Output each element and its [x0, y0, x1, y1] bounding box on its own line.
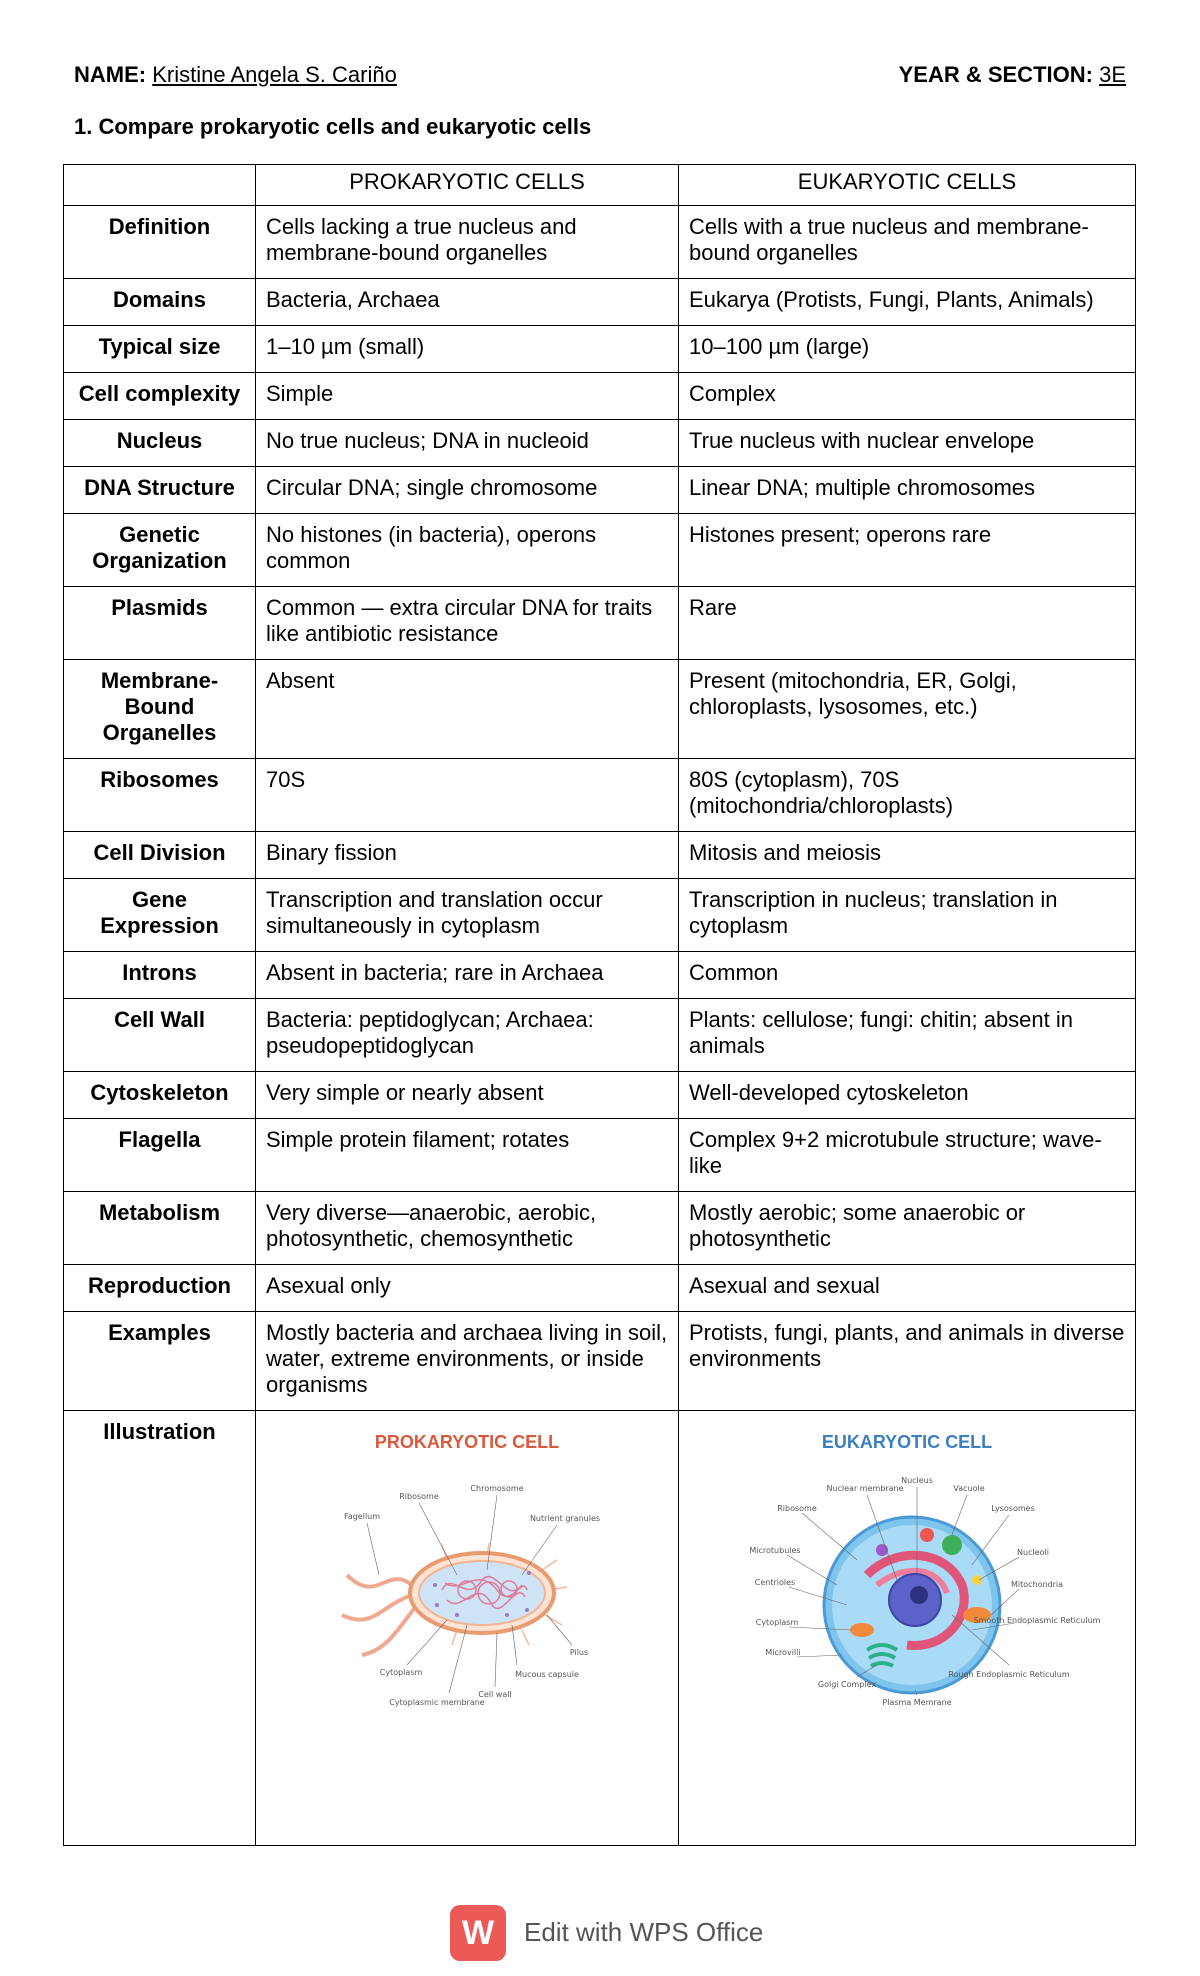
eukaryotic-cell-drawing [747, 1465, 1101, 1755]
row-label: Cell complexity [64, 373, 256, 420]
prokaryotic-cell: Bacteria, Archaea [256, 279, 679, 326]
label-chromosome: Chromosome [470, 1484, 524, 1493]
table-row [64, 1265, 1136, 1312]
row-label: Membrane-Bound Organelles [64, 660, 256, 759]
prokaryotic-cell: Absent [256, 660, 679, 759]
section-value: 3E [1099, 62, 1126, 87]
prokaryotic-cell: Common — extra circular DNA for traits like antibiotic resistance [256, 587, 679, 660]
label-golgi-complex: Golgi Complex [817, 1680, 877, 1689]
prokaryotic-cell: Asexual only [256, 1265, 679, 1312]
eukaryotic-cell: Transcription in nucleus; translation in cytoplasm [679, 879, 1136, 952]
prokaryotic-cell: Cells lacking a true nucleus and membrane-bound organelles [256, 206, 679, 279]
eukaryotic-cell: Linear DNA; multiple chromosomes [679, 467, 1136, 514]
prokaryotic-cell: Circular DNA; single chromosome [256, 467, 679, 514]
eukaryotic-cell: Eukarya (Protists, Fungi, Plants, Animals) [679, 279, 1136, 326]
eukaryotic-illustration-cell [679, 1411, 1136, 1846]
comparison-table [63, 164, 1136, 1846]
table-row [64, 467, 1136, 514]
prokaryotic-cell: Bacteria: peptidoglycan; Archaea: pseudopeptidoglycan [256, 999, 679, 1072]
header-cell-eukaryotic: EUKARYOTIC CELLS [679, 165, 1136, 206]
table-row [64, 879, 1136, 952]
eukaryotic-diagram-title: EUKARYOTIC CELL [821, 1432, 993, 1452]
label-microtubules: Microtubules [749, 1546, 801, 1555]
row-label: Metabolism [64, 1192, 256, 1265]
label-nutrient-granules: Nutrient granules [529, 1514, 601, 1523]
eukaryotic-cell: Complex 9+2 microtubule structure; wave-like [679, 1119, 1136, 1192]
table-row [64, 587, 1136, 660]
label-nucleus: Nucleus [901, 1476, 933, 1485]
eukaryotic-cell: Well-developed cytoskeleton [679, 1072, 1136, 1119]
table-row [64, 373, 1136, 420]
prokaryotic-cell: Very simple or nearly absent [256, 1072, 679, 1119]
prokaryotic-illustration-cell [256, 1411, 679, 1846]
row-label: Genetic Organization [64, 514, 256, 587]
prokaryotic-cell: Binary fission [256, 832, 679, 879]
label-rough-er: Rough Endoplasmic Reticulum [948, 1670, 1070, 1679]
label-vacuole: Vacuole [953, 1484, 985, 1493]
label-cytoplasmic-membrane: Cytoplasmic membrane [389, 1698, 485, 1707]
eukaryotic-cell: Present (mitochondria, ER, Golgi, chloroplasts, lysosomes, etc.) [679, 660, 1136, 759]
table-row [64, 420, 1136, 467]
prokaryotic-cell: Very diverse—anaerobic, aerobic, photosynthetic, chemosynthetic [256, 1192, 679, 1265]
prokaryotic-diagram-title: PROKARYOTIC CELL [374, 1432, 560, 1452]
table-row [64, 999, 1136, 1072]
label-nuclear-membrane: Nuclear membrane [826, 1484, 904, 1493]
row-label: Cytoskeleton [64, 1072, 256, 1119]
row-label: Illustration [64, 1411, 256, 1846]
prokaryotic-cell: Absent in bacteria; rare in Archaea [256, 952, 679, 999]
label-mitochondria: Mitochondria [1010, 1580, 1064, 1589]
row-label: Definition [64, 206, 256, 279]
eukaryotic-cell: Asexual and sexual [679, 1265, 1136, 1312]
eukaryotic-cell: Rare [679, 587, 1136, 660]
row-label: Gene Expression [64, 879, 256, 952]
header-cell-prokaryotic: PROKARYOTIC CELLS [256, 165, 679, 206]
row-label: Examples [64, 1312, 256, 1411]
table-row [64, 952, 1136, 999]
label-ribosome: Ribosome [777, 1504, 817, 1513]
eukaryotic-cell: True nucleus with nuclear envelope [679, 420, 1136, 467]
eukaryotic-cell: Cells with a true nucleus and membrane-bound organelles [679, 206, 1136, 279]
eukaryotic-cell: Mitosis and meiosis [679, 832, 1136, 879]
label-ribosome: Ribosome [399, 1492, 439, 1501]
prokaryotic-cell: No true nucleus; DNA in nucleoid [256, 420, 679, 467]
row-label: Flagella [64, 1119, 256, 1192]
label-nucleoli: Nucleoli [1017, 1548, 1049, 1557]
table-row [64, 660, 1136, 759]
eukaryotic-cell: Mostly aerobic; some anaerobic or photosynthetic [679, 1192, 1136, 1265]
table-row [64, 206, 1136, 279]
label-mucous-capsule: Mucous capsule [515, 1670, 579, 1679]
illustration-row [64, 1411, 1136, 1846]
row-label: Domains [64, 279, 256, 326]
row-label: Nucleus [64, 420, 256, 467]
prokaryotic-cell: 70S [256, 759, 679, 832]
header-cell-empty [64, 165, 256, 206]
table-row [64, 1119, 1136, 1192]
row-label: Typical size [64, 326, 256, 373]
table-row [64, 279, 1136, 326]
row-label: Introns [64, 952, 256, 999]
prokaryotic-cell-diagram [266, 1429, 668, 1715]
section-label: YEAR & SECTION: [898, 62, 1093, 87]
eukaryotic-cell: 80S (cytoplasm), 70S (mitochondria/chloroplasts) [679, 759, 1136, 832]
eukaryotic-cell: Complex [679, 373, 1136, 420]
table-header-row [64, 165, 1136, 206]
name-label: NAME: [74, 62, 147, 87]
label-cytoplasm: Cytoplasm [379, 1668, 423, 1677]
row-label: DNA Structure [64, 467, 256, 514]
row-label: Cell Wall [64, 999, 256, 1072]
name-value: Kristine Angela S. Cariño [152, 62, 397, 87]
label-cytoplasm: Cytoplasm [755, 1618, 799, 1627]
prokaryotic-cell: Transcription and translation occur simultaneously in cytoplasm [256, 879, 679, 952]
document-header [74, 62, 1126, 96]
name-field [74, 62, 397, 88]
eukaryotic-cell: Plants: cellulose; fungi: chitin; absent in animals [679, 999, 1136, 1072]
table-row [64, 832, 1136, 879]
prokaryotic-cell: Simple protein filament; rotates [256, 1119, 679, 1192]
table-row [64, 1192, 1136, 1265]
table-row [64, 326, 1136, 373]
label-smooth-er: Smooth Endoplasmic Reticulum [973, 1616, 1101, 1625]
prokaryotic-cell: Mostly bacteria and archaea living in soil, water, extreme environments, or inside organisms [256, 1312, 679, 1411]
eukaryotic-cell: 10–100 µm (large) [679, 326, 1136, 373]
label-microvilli: Microvilli [765, 1648, 801, 1657]
label-plasma-membrane: Plasma Memrane [882, 1698, 952, 1707]
table-row [64, 1312, 1136, 1411]
label-centrioles: Centrioles [754, 1578, 796, 1587]
eukaryotic-cell-diagram [689, 1429, 1125, 1755]
label-flagellum: Fagellum [343, 1512, 381, 1521]
eukaryotic-cell: Protists, fungi, plants, and animals in diverse environments [679, 1312, 1136, 1411]
table-row [64, 759, 1136, 832]
row-label: Reproduction [64, 1265, 256, 1312]
label-pilus: Pilus [569, 1648, 589, 1657]
prokaryotic-cell: Simple [256, 373, 679, 420]
question-title: 1. Compare prokaryotic cells and eukaryotic cells [74, 114, 592, 139]
wps-watermark-text: Edit with WPS Office [524, 1917, 764, 1947]
prokaryotic-cell: 1–10 µm (small) [256, 326, 679, 373]
eukaryotic-cell: Histones present; operons rare [679, 514, 1136, 587]
table-row [64, 514, 1136, 587]
row-label: Plasmids [64, 587, 256, 660]
row-label: Ribosomes [64, 759, 256, 832]
label-lysosomes: Lysosomes [991, 1504, 1035, 1513]
table-row [64, 1072, 1136, 1119]
label-cell-wall: Cell wall [478, 1690, 512, 1699]
row-label: Cell Division [64, 832, 256, 879]
wps-logo-icon: W [450, 1905, 506, 1961]
prokaryotic-cell: No histones (in bacteria), operons common [256, 514, 679, 587]
section-field [899, 62, 1126, 88]
eukaryotic-cell: Common [679, 952, 1136, 999]
prokaryotic-cell-drawing [317, 1465, 617, 1715]
